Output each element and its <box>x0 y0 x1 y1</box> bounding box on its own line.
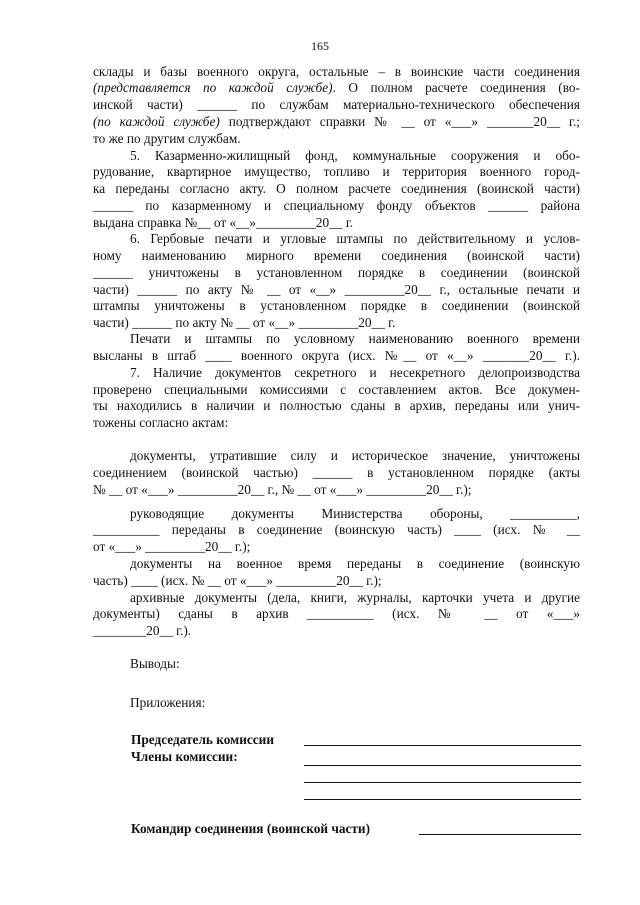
commander-label: Командир соединения (воинской части) <box>131 821 371 836</box>
text-segment: 7. Наличие документов секретного и несекретного делопроизводства <box>130 365 580 380</box>
text-segment: высланы в штаб ____ военного округа (исх. №__ от «__» _______20__ г.). <box>93 348 580 363</box>
text-line <box>130 331 580 347</box>
text-segment: № __ от «___» _________20__ г., № __ от «___» _________20__ г.); <box>93 482 472 497</box>
text-segment: части) ______ по акту № __ от «__» _________20__ г. <box>93 315 396 330</box>
text-line <box>93 539 580 555</box>
text-line <box>130 590 580 606</box>
text-segment: . О полном расчете соединения (во- <box>332 80 580 95</box>
text-line <box>130 695 580 711</box>
text-line <box>93 282 580 298</box>
text-segment: ты находились в наличии и полностью сданы в архив, переданы или унич- <box>93 398 580 413</box>
chairman-signature-line <box>304 745 581 746</box>
text-segment: документы) сданы в архив __________ (исх. № __ от «___» <box>93 606 580 621</box>
text-segment: штампы уничтожены в установленном порядке в соединении (воинской <box>93 298 580 313</box>
text-line <box>93 265 580 281</box>
text-line <box>93 398 580 414</box>
text-segment: выдана справка №__ от «__»_________20__ г. <box>93 215 354 230</box>
text-line <box>93 198 580 214</box>
text-line <box>93 465 580 481</box>
text-segment: ________20__ г.). <box>93 623 192 638</box>
member-signature-line-2 <box>304 782 581 783</box>
text-line <box>93 64 580 80</box>
text-line <box>93 97 580 113</box>
text-line <box>93 298 580 314</box>
text-line <box>130 448 580 464</box>
text-segment: части) ______ по акту № __ от «__» _________20__ г., остальные печати и <box>93 282 580 297</box>
text-segment: инской части) ______ по службам материально-технического обеспечения <box>93 97 580 112</box>
text-segment: Печати и штампы по условному наименованию военного времени <box>130 331 580 346</box>
text-line <box>93 415 580 431</box>
text-segment: ному наименованию мирного времени соединения (воинской части) <box>93 248 580 263</box>
text-line <box>93 181 580 197</box>
text-line <box>130 506 580 522</box>
text-segment: соединением (воинской частью) ______ в установленном порядке (акты <box>93 465 580 480</box>
text-segment: 6. Гербовые печати и угловые штампы по действительному и услов- <box>130 231 580 246</box>
text-segment: склады и базы военного округа, остальные – в воинские части соединения <box>93 64 580 79</box>
text-segment: Приложения: <box>130 695 206 710</box>
text-segment: Выводы: <box>130 656 180 671</box>
text-segment: руководящие документы Министерства обороны, __________, <box>130 506 580 521</box>
text-line <box>93 382 580 398</box>
text-line <box>93 522 580 538</box>
text-segment: рудование, квартирное имущество, топливо и территория военного город- <box>93 164 580 179</box>
commander-signature-line <box>419 834 581 835</box>
text-segment: то же по другим службам. <box>93 131 241 146</box>
text-line <box>93 215 580 231</box>
text-segment: документы, утратившие силу и историческое значение, уничтожены <box>130 448 580 463</box>
text-line <box>130 231 580 247</box>
member-signature-line-3 <box>304 799 581 800</box>
text-segment: ______ по казарменному и специальному фонду объектов ______ района <box>93 198 580 213</box>
text-line <box>130 365 580 381</box>
text-segment: подтверждают справки № __ от «___» _______20__ г.; <box>219 114 580 129</box>
text-segment: ка переданы согласно акту. О полном расчете соединения (воинской части) <box>93 181 580 196</box>
text-segment: ______ уничтожены в установленном порядке в соединении (воинской <box>93 265 580 280</box>
text-line <box>93 623 580 639</box>
members-label: Члены комиссии: <box>131 749 238 764</box>
text-segment: проверено специальными комиссиями с составлением актов. Все докумен- <box>93 382 580 397</box>
text-line <box>93 573 580 589</box>
text-segment: часть) ____ (исх. № __ от «___» _________20__ г.); <box>93 573 382 588</box>
text-line <box>130 148 580 164</box>
text-line <box>93 80 580 96</box>
text-segment: (по каждой службе) <box>93 114 220 129</box>
text-segment: от «___» _________20__ г.); <box>93 539 251 554</box>
text-line <box>93 164 580 180</box>
text-line <box>93 482 580 498</box>
member-signature-line-1 <box>304 765 581 766</box>
text-line <box>93 606 580 622</box>
text-segment: __________ переданы в соединение (воинскую часть) ____ (исх. № __ <box>93 522 580 537</box>
text-line <box>93 315 580 331</box>
text-segment: (представляется по каждой службе) <box>93 80 333 95</box>
text-line <box>93 348 580 364</box>
text-line <box>130 556 580 572</box>
text-line <box>93 114 580 130</box>
text-line <box>93 248 580 264</box>
text-line <box>93 131 580 147</box>
text-segment: архивные документы (дела, книги, журналы, карточки учета и другие <box>130 590 580 605</box>
chairman-label: Председатель комиссии <box>131 732 274 747</box>
text-line <box>130 656 580 672</box>
page-number: 165 <box>311 39 329 53</box>
text-segment: 5. Казарменно-жилищный фонд, коммунальные сооружения и обо- <box>130 148 580 163</box>
text-segment: тожены согласно актам: <box>93 415 229 430</box>
text-segment: документы на военное время переданы в соединение (воинскую <box>130 556 580 571</box>
